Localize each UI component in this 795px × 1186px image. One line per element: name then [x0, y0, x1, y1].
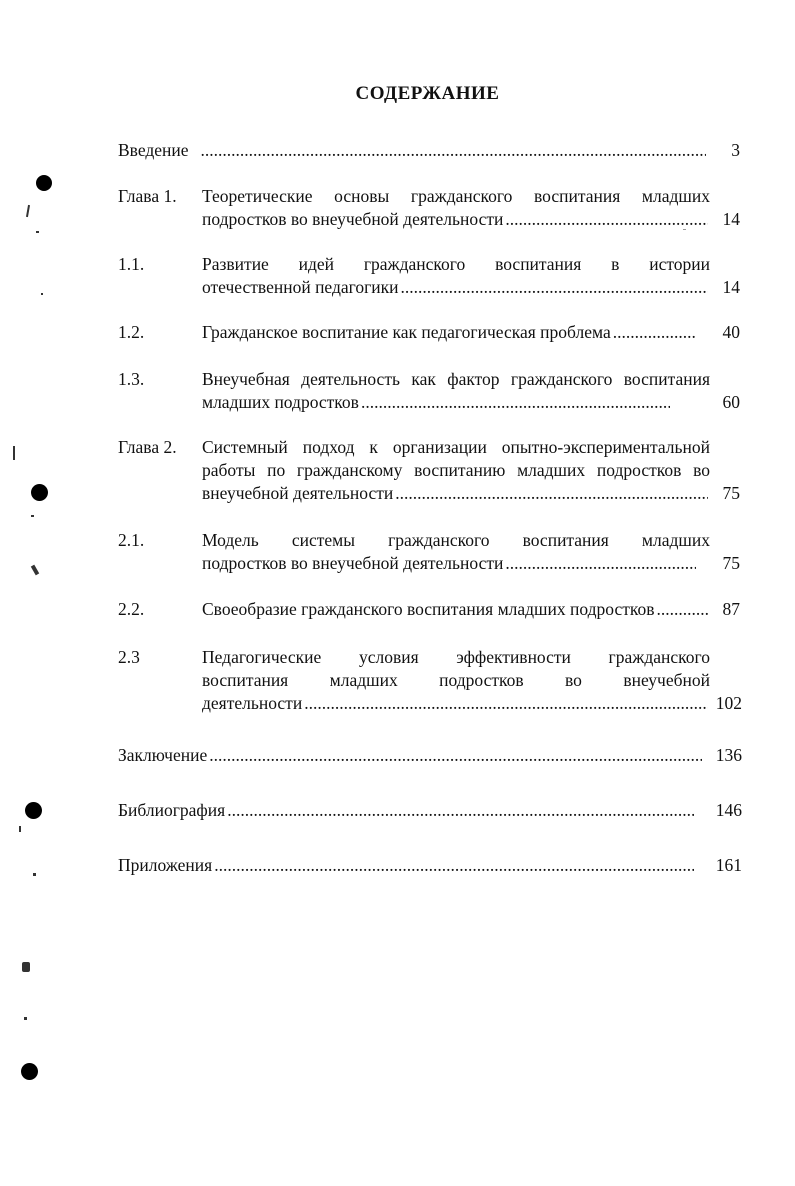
toc-entry-chapter-1[interactable]: [118, 185, 740, 233]
scan-speck: [22, 962, 30, 972]
toc-entry-title-line: деятельности: [202, 693, 303, 713]
toc-entry-title-line: Внеучебная деятельность как фактор гражданского воспитания: [202, 369, 710, 389]
scan-speck: [19, 826, 21, 832]
toc-entry-title-line: младших подростков: [202, 392, 359, 412]
toc-page-number: 14: [722, 277, 740, 297]
dot-leader: [505, 552, 696, 575]
toc-entry-title-line: подростков во внеучебной деятельности: [202, 553, 504, 573]
toc-entry-title-line: работы по гражданскому воспитанию младших подростков во: [202, 460, 710, 480]
toc-page-number: 87: [722, 599, 740, 619]
dot-leader: [214, 854, 694, 877]
binder-hole-mark: [31, 484, 48, 501]
dot-leader: [227, 799, 694, 822]
toc-entry-label: Введение: [118, 140, 189, 160]
toc-entry-number: 2.2.: [118, 599, 145, 619]
toc-entry-2-2[interactable]: [118, 598, 740, 622]
toc-entry-title-line: Педагогические условия эффективности гражданского: [202, 647, 710, 667]
toc-entry-title-line: подростков во внеучебной деятельности: [202, 209, 504, 229]
toc-entry-title-line: отечественной педагогики: [202, 277, 399, 297]
toc-page-number: 102: [715, 693, 742, 713]
toc-entry-number: 1.2.: [118, 322, 145, 342]
dot-leader: [505, 208, 708, 231]
dot-leader: [613, 321, 696, 344]
dot-leader: [395, 482, 708, 505]
toc-page-number: 146: [715, 800, 742, 820]
scan-speck: [33, 873, 36, 876]
toc-page-number: 75: [722, 483, 740, 503]
toc-entry-bibliography[interactable]: [118, 799, 742, 823]
dot-leader: [201, 139, 706, 162]
toc-page-number: 75: [722, 553, 740, 573]
scan-speck: [26, 205, 30, 217]
dot-leader: [657, 598, 708, 621]
toc-entry-number: Глава 1.: [118, 186, 177, 206]
binder-hole-mark: [36, 175, 52, 191]
toc-entry-number: 2.3: [118, 647, 140, 667]
toc-entry-intro[interactable]: [118, 139, 740, 163]
toc-entry-2-1[interactable]: [118, 529, 740, 577]
toc-page-number: 40: [722, 322, 740, 342]
toc-entry-label: Заключение: [118, 745, 208, 765]
toc-page-number: 136: [715, 745, 742, 765]
toc-entry-chapter-2[interactable]: [118, 436, 740, 506]
toc-entry-title-line: Гражданское воспитание как педагогическая проблема: [202, 322, 611, 342]
toc-entry-conclusion[interactable]: [118, 744, 742, 768]
toc-page-number: 161: [715, 855, 742, 875]
toc-page-number: 60: [722, 392, 740, 412]
scan-speck: [36, 231, 39, 233]
toc-entry-title-line: Теоретические основы гражданского воспитания младших: [202, 186, 710, 206]
binder-hole-mark: [25, 802, 42, 819]
toc-page-number: 14: [722, 209, 740, 229]
toc-entry-number: 1.3.: [118, 369, 145, 389]
toc-entry-1-3[interactable]: [118, 368, 740, 416]
dot-leader: [361, 391, 670, 414]
toc-entry-1-2[interactable]: [118, 321, 740, 345]
toc-entry-title-line: Системный подход к организации опытно-экспериментальной: [202, 437, 710, 457]
scan-speck: [41, 293, 43, 295]
toc-entry-2-3[interactable]: [118, 646, 742, 716]
dot-leader: [304, 692, 708, 715]
toc-entry-number: Глава 2.: [118, 437, 177, 457]
scan-speck: [683, 229, 686, 230]
toc-entry-number: 2.1.: [118, 530, 145, 550]
scan-speck: [31, 515, 34, 517]
toc-entry-title-line: Развитие идей гражданского воспитания в истории: [202, 254, 710, 274]
toc-entry-number: 1.1.: [118, 254, 145, 274]
dot-leader: [401, 276, 708, 299]
binder-hole-mark: [21, 1063, 38, 1080]
toc-entry-title-line: внеучебной деятельности: [202, 483, 394, 503]
page-title: СОДЕРЖАНИЕ: [355, 83, 500, 104]
scan-speck: [24, 1017, 27, 1020]
toc-entry-label: Библиография: [118, 800, 226, 820]
toc-entry-title-line: воспитания младших подростков во внеучебной: [202, 670, 710, 690]
toc-entry-title-line: Модель системы гражданского воспитания младших: [202, 530, 710, 550]
toc-entry-1-1[interactable]: [118, 253, 740, 301]
toc-entry-title-line: Своеобразие гражданского воспитания младших подростков: [202, 599, 655, 619]
toc-entry-appendices[interactable]: [118, 854, 742, 878]
dot-leader: [209, 744, 702, 767]
toc-page-number: 3: [731, 140, 740, 160]
scan-speck: [13, 446, 15, 460]
scan-speck: [31, 565, 39, 576]
toc-entry-label: Приложения: [118, 855, 213, 875]
